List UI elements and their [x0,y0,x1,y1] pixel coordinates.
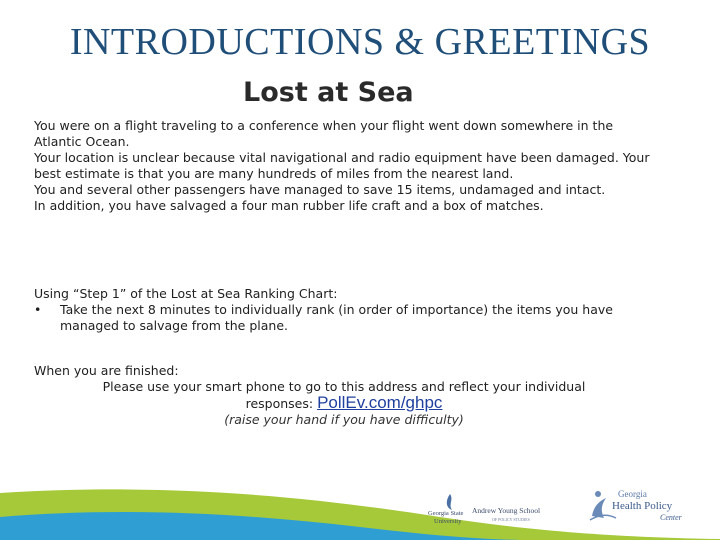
gsu-ays-logo [428,488,588,528]
instructions-block [34,286,654,334]
ghpc-line-1: Georgia [618,489,647,499]
ays-sub: OF POLICY STUDIES [492,517,530,522]
finished-line-2 [34,395,654,412]
ghpc-line-3: Center [660,513,682,522]
slide-title: INTRODUCTIONS & GREETINGS [69,21,651,63]
finished-block [34,363,654,428]
finished-line-1: Please use your smart phone to go to this address and reflect your individual [102,379,586,394]
ays-name: Andrew Young School [472,506,541,515]
ghpc-logo [588,486,704,526]
instruction-bullet-text: Take the next 8 minutes to individually rank (in order of importance) the items you have managed to salvage from the plane. [60,302,613,333]
instruction-bullet [34,302,654,334]
intro-paragraph-4: In addition, you have salvaged a four man rubber life craft and a box of matches. [34,198,544,213]
intro-paragraph-3: You and several other passengers have managed to save 15 items, undamaged and intact. [34,182,606,197]
intro-paragraph-2: Your location is unclear because vital navigational and radio equipment have been damaged. Your best estimate is that you are many hundreds of miles from the nearest land. [34,150,650,181]
finished-lead: When you are finished: [34,363,179,378]
finished-instructions [34,379,654,428]
slide-subtitle: Lost at Sea [243,77,414,108]
gsu-flame-icon [447,494,452,510]
gsu-name-1: Georgia State [428,510,464,517]
instructions-lead: Using “Step 1” of the Lost at Sea Ranking Chart: [34,286,338,301]
intro-paragraph-1: You were on a flight traveling to a conference when your flight went down somewhere in the Atlantic Ocean. [34,118,614,149]
responses-label: responses: [245,396,314,411]
bullet-marker: • [34,302,42,317]
ghpc-line-2: Health Policy [612,500,673,512]
intro-text [34,118,654,214]
help-note: (raise your hand if you have difficulty) [224,412,464,427]
poll-link[interactable]: PollEv.com/ghpc [317,393,443,412]
gsu-name-2: University [434,518,462,525]
